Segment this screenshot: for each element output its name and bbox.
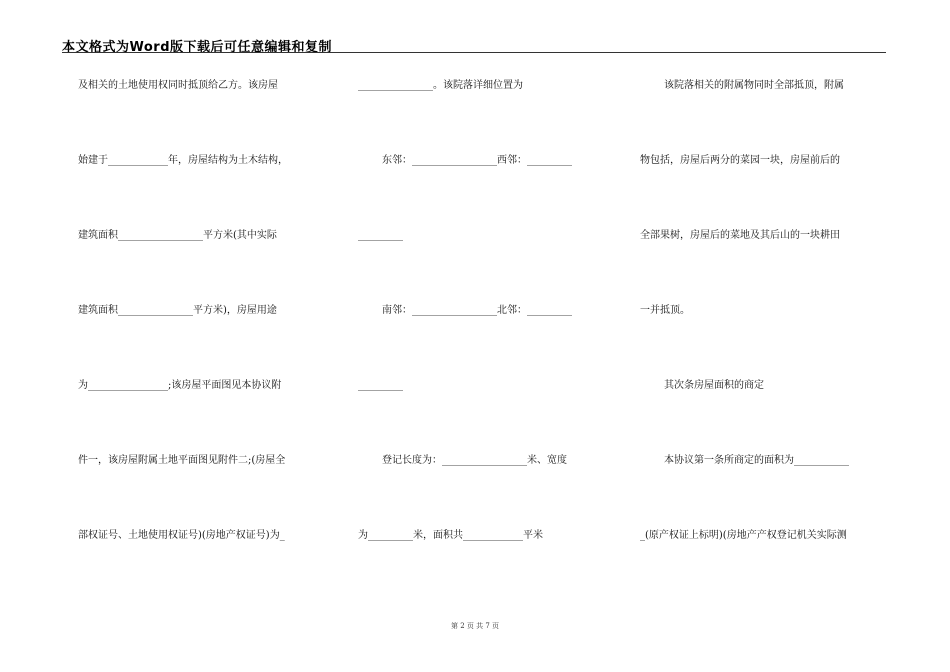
column-3-line-5: 其次条房屋面积的商定: [664, 380, 764, 391]
column-2-line-5: _________: [358, 380, 403, 391]
column-3-line-3: 全部果树，房屋后的菜地及其后山的一块耕田: [640, 230, 840, 241]
column-2-line-6: 登记长度为：_________________米、宽度: [382, 455, 567, 466]
column-2-line-4: 南邻：_________________北邻：_________: [382, 305, 572, 316]
column-3-line-4: 一并抵顶。: [640, 305, 690, 316]
column-3-line-6: 本协议第一条所商定的面积为___________: [664, 455, 849, 466]
column-3-line-1: 该院落相关的附属物同时全部抵顶，附属: [664, 80, 844, 91]
column-1-line-7: 部权证号、土地使用权证号)(房地产权证号)为_: [78, 530, 285, 541]
column-1-line-3: 建筑面积_________________平方米(其中实际: [78, 230, 277, 241]
column-2-line-1: _______________。该院落详细位置为: [358, 80, 523, 91]
column-1-line-2: 始建于____________年，房屋结构为土木结构，: [78, 155, 288, 166]
column-3-line-2: 物包括，房屋后两分的菜园一块，房屋前后的: [640, 155, 840, 166]
text-column-3: [640, 0, 888, 672]
text-column-1: [78, 0, 338, 672]
column-2-line-7: 为_________米，面积共____________平米: [358, 530, 543, 541]
text-column-2: [358, 0, 620, 672]
column-2-line-3: _________: [358, 230, 403, 241]
page-number: 第 2 页 共 7 页: [450, 622, 500, 630]
column-1-line-5: 为________________;该房屋平面图见本协议附: [78, 380, 282, 391]
column-1-line-1: 及相关的土地使用权同时抵顶给乙方。该房屋: [78, 80, 278, 91]
column-1-line-4: 建筑面积_______________平方米)，房屋用途: [78, 305, 277, 316]
column-2-line-2: 东邻：_________________西邻：_________: [382, 155, 572, 166]
column-1-line-6: 件一，该房屋附属土地平面图见附件二;(房屋全: [78, 455, 286, 466]
column-3-line-7: _(原产权证上标明)(房地产产权登记机关实际测: [640, 530, 847, 541]
page-header-title: 本文格式为Word版下载后可任意编辑和复制: [62, 40, 333, 55]
